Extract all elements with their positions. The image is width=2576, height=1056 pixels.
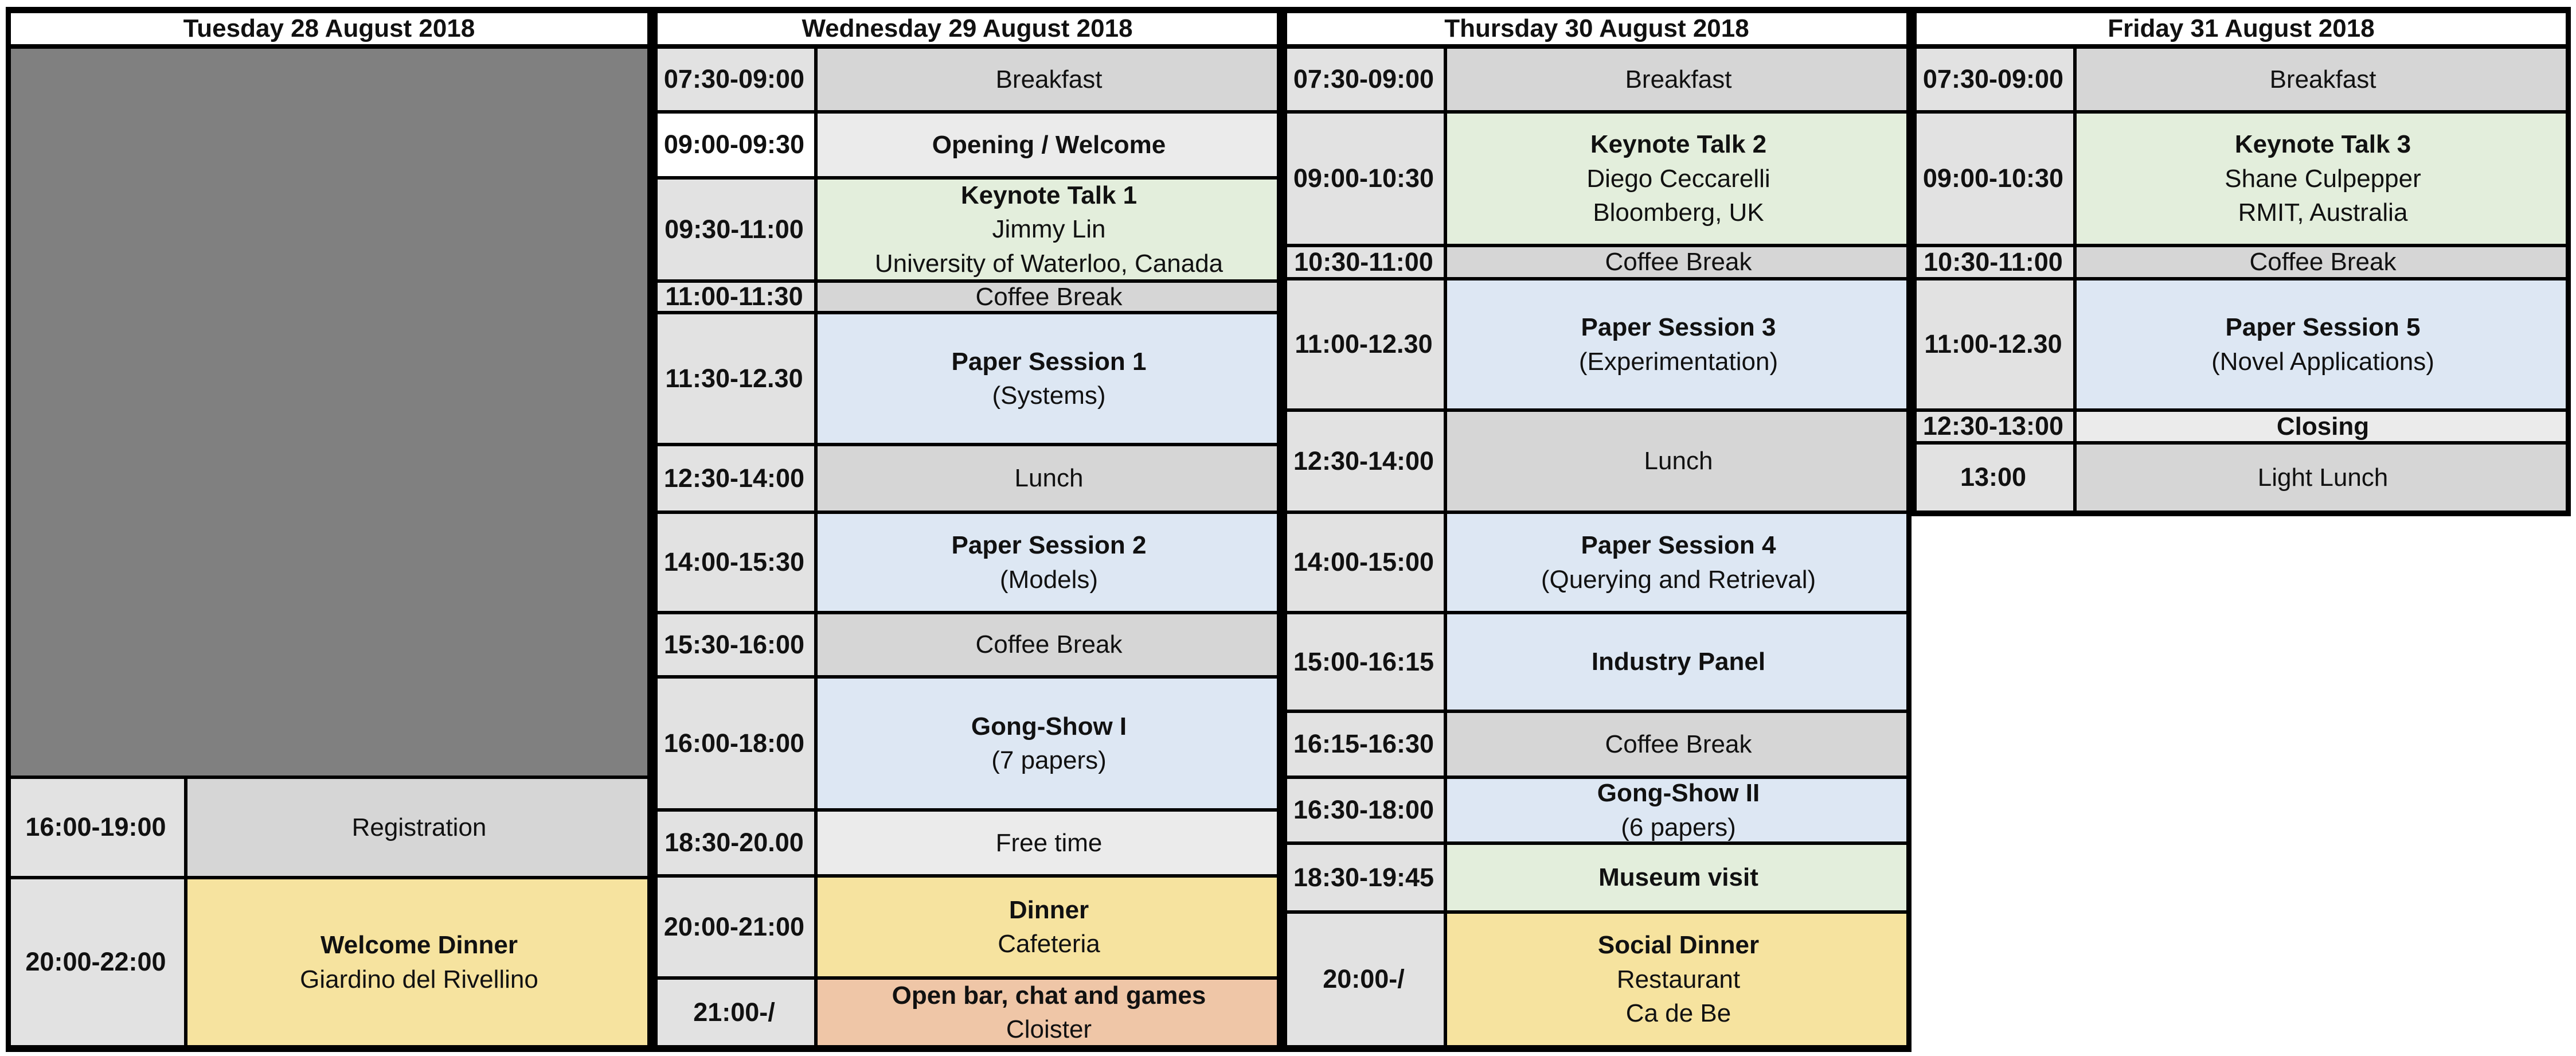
session-detail: Breakfast xyxy=(2269,65,2376,93)
time-slot: 14:00-15:30 xyxy=(652,512,816,613)
session-detail: Lunch xyxy=(1014,464,1084,493)
session-paper xyxy=(816,512,1282,613)
session-title: Keynote Talk 2 xyxy=(1590,130,1767,159)
time-slot: 07:30-09:00 xyxy=(1282,47,1445,112)
session-detail: (7 papers) xyxy=(991,746,1107,774)
time-slot: 10:30-11:00 xyxy=(1282,246,1445,279)
time-slot: 20:00-/ xyxy=(1282,912,1445,1047)
session-break xyxy=(816,445,1282,512)
session-detail: Cafeteria xyxy=(998,930,1100,958)
time-slot: 12:30-14:00 xyxy=(652,445,816,512)
session-bar xyxy=(816,978,1282,1047)
session-title: Gong-Show II xyxy=(1597,779,1760,808)
time-slot: 12:30-14:00 xyxy=(1282,410,1445,512)
time-slot: 15:30-16:00 xyxy=(652,613,816,677)
session-break xyxy=(816,613,1282,677)
session-title: Open bar, chat and games xyxy=(892,981,1206,1010)
session-title: Paper Session 5 xyxy=(2225,313,2421,342)
session-keynote xyxy=(2075,112,2571,246)
session-meal xyxy=(816,876,1282,978)
session-detail: Bloomberg, UK xyxy=(1593,198,1764,227)
session-detail: (Models) xyxy=(999,565,1099,594)
session-keynote xyxy=(1445,843,1912,912)
session-detail: Breakfast xyxy=(995,65,1103,93)
time-slot: 20:00-21:00 xyxy=(652,876,816,978)
session-detail: (Novel Applications) xyxy=(2211,347,2434,376)
time-slot: 16:00-19:00 xyxy=(6,777,186,878)
session-title: Paper Session 2 xyxy=(951,531,1147,560)
time-slot: 18:30-20.00 xyxy=(652,810,816,876)
time-slot: 11:00-12.30 xyxy=(1912,279,2075,410)
session-detail: Lunch xyxy=(1644,447,1713,476)
time-slot: 09:00-10:30 xyxy=(1282,112,1445,246)
session-paper xyxy=(1445,777,1912,843)
session-title: Dinner xyxy=(1008,895,1089,924)
session-detail: (Querying and Retrieval) xyxy=(1541,565,1816,594)
session-title: Welcome Dinner xyxy=(320,931,518,960)
session-detail: Jimmy Lin xyxy=(992,215,1106,244)
session-detail: (Experimentation) xyxy=(1578,347,1778,376)
session-title: Paper Session 4 xyxy=(1581,531,1776,560)
session-title: Paper Session 3 xyxy=(1581,313,1776,342)
session-detail: (Systems) xyxy=(992,381,1106,410)
session-title: Industry Panel xyxy=(1591,648,1766,676)
session-detail: Coffee Break xyxy=(1605,730,1752,758)
session-title: Keynote Talk 3 xyxy=(2234,130,2411,159)
session-detail: RMIT, Australia xyxy=(2238,198,2408,227)
time-slot: 11:30-12.30 xyxy=(652,313,816,445)
time-slot: 18:30-19:45 xyxy=(1282,843,1445,912)
time-slot: 07:30-09:00 xyxy=(652,47,816,112)
session-break xyxy=(1445,47,1912,112)
session-keynote xyxy=(816,178,1282,281)
time-slot: 16:00-18:00 xyxy=(652,677,816,810)
session-paper xyxy=(816,313,1282,445)
time-slot: 16:30-18:00 xyxy=(1282,777,1445,843)
day-header-tuesday: Tuesday 28 August 2018 xyxy=(6,10,652,47)
session-detail: (6 papers) xyxy=(1621,813,1736,841)
session-title: Paper Session 1 xyxy=(951,347,1147,376)
session-title: Opening / Welcome xyxy=(932,130,1166,159)
time-slot: 13:00 xyxy=(1912,443,2075,512)
session-break xyxy=(2075,246,2571,279)
time-slot: 11:00-11:30 xyxy=(652,281,816,313)
session-meal xyxy=(186,878,652,1047)
session-detail: Coffee Break xyxy=(2249,248,2397,276)
time-slot: 14:00-15:00 xyxy=(1282,512,1445,613)
unscheduled-block xyxy=(6,47,652,777)
time-slot: 16:15-16:30 xyxy=(1282,711,1445,777)
time-slot: 21:00-/ xyxy=(652,978,816,1047)
session-plain xyxy=(2075,410,2571,443)
session-paper xyxy=(1445,279,1912,410)
session-break xyxy=(186,777,652,878)
session-detail: Shane Culpepper xyxy=(2225,164,2421,193)
session-detail: Breakfast xyxy=(1625,65,1732,93)
session-title: Gong-Show I xyxy=(971,712,1127,741)
session-detail: Coffee Break xyxy=(1605,248,1752,276)
session-title: Social Dinner xyxy=(1597,931,1760,960)
time-slot: 09:30-11:00 xyxy=(652,178,816,281)
time-slot: 15:00-16:15 xyxy=(1282,613,1445,711)
session-title: Museum visit xyxy=(1598,863,1758,892)
session-detail: Free time xyxy=(995,828,1103,857)
session-break xyxy=(2075,443,2571,512)
session-detail: Giardino del Rivellino xyxy=(300,965,538,993)
session-break xyxy=(816,281,1282,313)
session-detail: Restaurant xyxy=(1616,965,1741,993)
session-detail: Cloister xyxy=(1006,1015,1092,1043)
session-detail: Ca de Be xyxy=(1625,999,1731,1028)
session-break xyxy=(1445,246,1912,279)
session-detail: Registration xyxy=(351,813,487,841)
session-paper xyxy=(816,677,1282,810)
day-header-friday: Friday 31 August 2018 xyxy=(1912,10,2571,47)
day-header-wednesday: Wednesday 29 August 2018 xyxy=(652,10,1282,47)
session-break xyxy=(1445,711,1912,777)
time-slot: 09:00-10:30 xyxy=(1912,112,2075,246)
session-paper xyxy=(1445,512,1912,613)
session-title: Closing xyxy=(2276,412,2370,441)
session-keynote xyxy=(1445,112,1912,246)
session-meal xyxy=(1445,912,1912,1047)
session-paper xyxy=(1445,613,1912,711)
session-break xyxy=(2075,47,2571,112)
session-detail: Coffee Break xyxy=(975,630,1123,659)
session-break xyxy=(816,47,1282,112)
time-slot: 12:30-13:00 xyxy=(1912,410,2075,443)
session-title: Keynote Talk 1 xyxy=(960,181,1137,209)
session-paper xyxy=(2075,279,2571,410)
session-detail: University of Waterloo, Canada xyxy=(874,249,1223,278)
session-detail: Diego Ceccarelli xyxy=(1586,164,1770,193)
session-plain xyxy=(816,112,1282,178)
day-header-thursday: Thursday 30 August 2018 xyxy=(1282,10,1912,47)
time-slot: 11:00-12.30 xyxy=(1282,279,1445,410)
session-plain xyxy=(816,810,1282,876)
session-detail: Light Lunch xyxy=(2257,463,2389,492)
time-slot: 10:30-11:00 xyxy=(1912,246,2075,279)
time-slot: 07:30-09:00 xyxy=(1912,47,2075,112)
session-detail: Coffee Break xyxy=(975,282,1123,311)
time-slot: 20:00-22:00 xyxy=(6,878,186,1047)
time-slot: 09:00-09:30 xyxy=(652,112,816,178)
session-break xyxy=(1445,410,1912,512)
